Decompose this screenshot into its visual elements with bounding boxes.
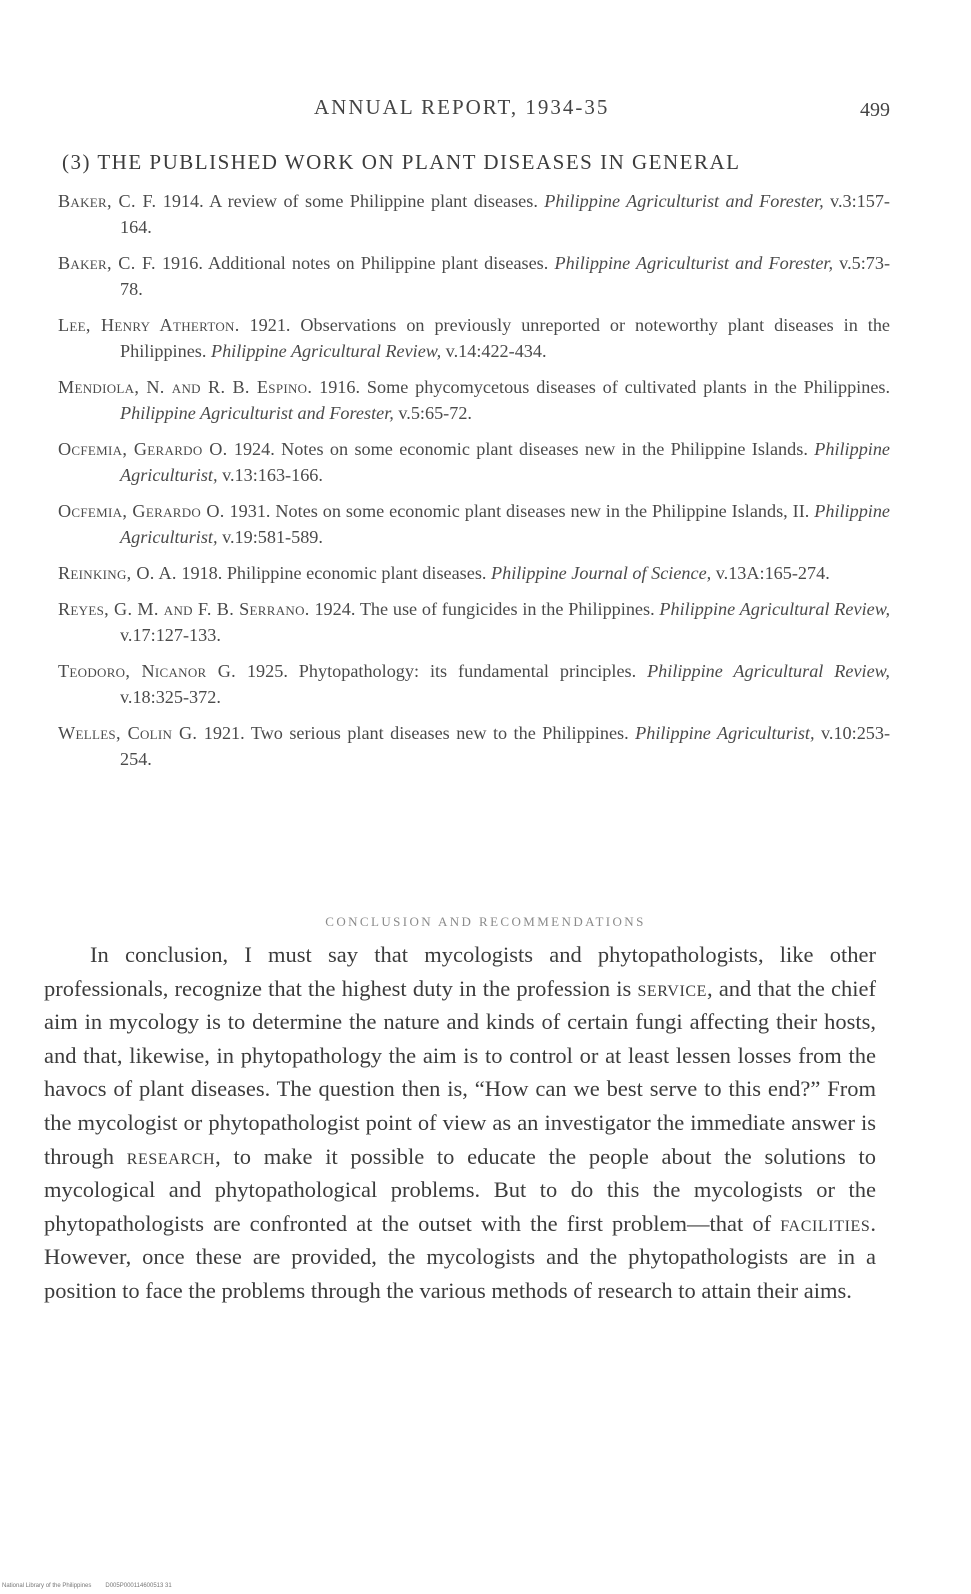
reference-journal: Philippine Agricultural Review, xyxy=(210,341,442,361)
reference-journal: Philippine Agriculturist, xyxy=(120,439,891,485)
reference-journal: Philippine Agriculturist and Forester, xyxy=(120,403,394,423)
conclusion-heading: CONCLUSION AND RECOMMENDATIONS xyxy=(325,914,646,929)
reference-title: Notes on some economic plant diseases new in the Philippine Islands, II. xyxy=(275,501,810,521)
reference-author: Ocfemia, Gerardo O. xyxy=(58,439,228,459)
reference-year: 1931. xyxy=(229,501,271,521)
reference-entry xyxy=(58,560,890,586)
reference-author: Welles, Colin G. xyxy=(58,723,198,743)
reference-year: 1914. xyxy=(162,191,204,211)
reference-author: Reyes, G. M. and F. B. Serrano. xyxy=(58,599,310,619)
emphasis-service: service xyxy=(637,975,708,1001)
reference-volume: v.14:422-434. xyxy=(445,341,547,361)
reference-journal: Philippine Journal of Science, xyxy=(490,563,712,583)
reference-volume: v.17:127-133. xyxy=(120,625,221,645)
reference-entry xyxy=(58,436,890,488)
running-head: ANNUAL REPORT, 1934-35 xyxy=(314,95,610,119)
reference-title: Two serious plant diseases new to the Philippines. xyxy=(250,723,629,743)
reference-volume: v.3:157-164. xyxy=(120,191,890,237)
reference-author: Mendiola, N. and R. B. Espino. xyxy=(58,377,313,397)
reference-journal: Philippine Agriculturist and Forester, xyxy=(544,191,824,211)
reference-volume: v.13A:165-274. xyxy=(715,563,830,583)
reference-entry xyxy=(58,498,890,550)
footer-code: D005P000114600513 31 xyxy=(105,1583,172,1589)
conclusion-text-3: , to make it possible to educate the people about the solutions to mycological and phytopathological problems. But to do this the mycologists or the phytopathologists are confronted at the outset with the first problem—that of xyxy=(44,1143,877,1236)
reference-volume: v.13:163-166. xyxy=(222,465,323,485)
reference-year: 1925. xyxy=(246,661,288,681)
footer-credit: National Library of the Philippines xyxy=(2,1583,92,1589)
conclusion-text-2: , and that the chief aim in mycology is to determine the nature and kinds of certain fungi affecting their hosts, and that, likewise, in phytopathology the aim is to control or at least lessen losses from the havocs of plant diseases. The question then is, “How can we best serve to this end?” From the mycologist or phytopathologist point of view as an investigator the immediate answer is through xyxy=(44,975,877,1169)
page-number: 499 xyxy=(860,99,890,121)
reference-title: Observations on previously unreported or noteworthy plant diseases in the Philippines. xyxy=(120,315,891,361)
reference-list xyxy=(58,188,890,782)
reference-author: Lee, Henry Atherton. xyxy=(58,315,240,335)
emphasis-facilities: facilities xyxy=(780,1210,871,1236)
reference-journal: Philippine Agriculturist, xyxy=(635,723,815,743)
reference-entry xyxy=(58,312,890,364)
reference-author: Baker, C. F. xyxy=(58,191,157,211)
reference-entry xyxy=(58,658,890,710)
reference-year: 1916. xyxy=(319,377,361,397)
reference-volume: v.5:65-72. xyxy=(398,403,472,423)
reference-entry xyxy=(58,250,890,302)
reference-title: Notes on some economic plant diseases new in the Philippine Islands. xyxy=(281,439,808,459)
conclusion-text-1: In conclusion, I must say that mycologists and phytopathologists, like other professionals, recognize that the highest duty in the profession is xyxy=(44,942,876,1001)
reference-author: Teodoro, Nicanor G. xyxy=(58,661,237,681)
reference-entry xyxy=(58,188,890,240)
reference-journal: Philippine Agriculturist and Forester, xyxy=(554,253,834,273)
reference-year: 1924. xyxy=(233,439,275,459)
reference-author: Ocfemia, Gerardo O. xyxy=(58,501,225,521)
reference-volume: v.18:325-372. xyxy=(120,687,221,707)
reference-journal: Philippine Agricultural Review, xyxy=(647,661,890,681)
reference-title: Phytopathology: its fundamental principles. xyxy=(298,661,637,681)
emphasis-research: research xyxy=(126,1143,216,1169)
reference-volume: v.19:581-589. xyxy=(222,527,323,547)
reference-author: Reinking, O. A. xyxy=(58,563,177,583)
reference-author: Baker, C. F. xyxy=(58,253,156,273)
reference-title: Some phycomycetous diseases of cultivated plants in the Philippines. xyxy=(366,377,891,397)
reference-title: The use of fungicides in the Philippines. xyxy=(359,599,655,619)
reference-year: 1924. xyxy=(314,599,356,619)
reference-year: 1921. xyxy=(249,315,291,335)
reference-entry xyxy=(58,720,890,772)
reference-title: A review of some Philippine plant diseases. xyxy=(209,191,538,211)
reference-year: 1916. xyxy=(161,253,203,273)
reference-title: Additional notes on Philippine plant diseases. xyxy=(208,253,549,273)
reference-volume: v.10:253-254. xyxy=(120,723,891,769)
scan-footer xyxy=(2,1583,186,1589)
section-heading: (3) THE PUBLISHED WORK ON PLANT DISEASES IN GENERAL xyxy=(62,150,741,174)
reference-entry xyxy=(58,596,890,648)
page-header xyxy=(60,95,890,125)
reference-year: 1921. xyxy=(203,723,245,743)
reference-title: Philippine economic plant diseases. xyxy=(226,563,487,583)
reference-year: 1918. xyxy=(181,563,223,583)
reference-journal: Philippine Agriculturist, xyxy=(120,501,891,547)
conclusion-text-4: . However, once these are provided, the mycologists and the phytopathologists are in a position to face the problems through the various methods of research to attain their aims. xyxy=(44,1210,876,1303)
reference-entry xyxy=(58,374,890,426)
conclusion-paragraph xyxy=(44,938,876,1308)
reference-journal: Philippine Agricultural Review, xyxy=(659,599,891,619)
reference-volume: v.5:73-78. xyxy=(120,253,891,299)
